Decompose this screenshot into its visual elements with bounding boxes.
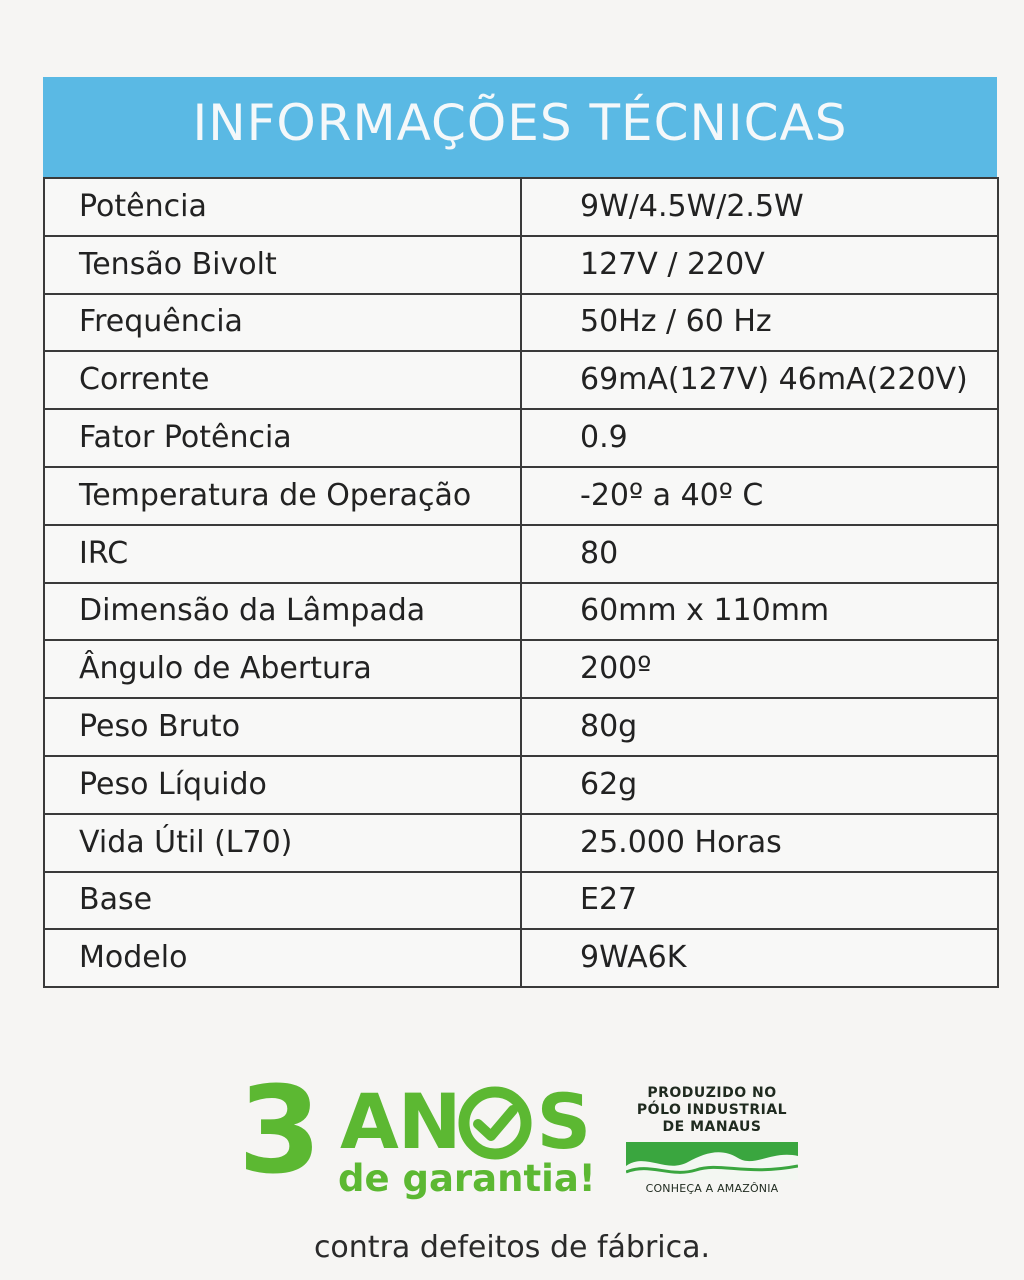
spec-value: 9WA6K <box>521 929 998 987</box>
pim-line-3: DE MANAUS <box>662 1119 762 1135</box>
spec-row <box>44 409 998 467</box>
specs-panel <box>43 77 997 988</box>
spec-row <box>44 351 998 409</box>
spec-value: -20º a 40º C <box>521 467 998 525</box>
spec-value: E27 <box>521 872 998 930</box>
spec-value: 50Hz / 60 Hz <box>521 294 998 352</box>
specs-title: INFORMAÇÕES TÉCNICAS <box>192 94 848 152</box>
spec-row <box>44 872 998 930</box>
spec-label: Peso Bruto <box>44 698 521 756</box>
spec-label: Base <box>44 872 521 930</box>
spec-row <box>44 929 998 987</box>
spec-label: Potência <box>44 178 521 236</box>
spec-row <box>44 756 998 814</box>
spec-value: 9W/4.5W/2.5W <box>521 178 998 236</box>
spec-label: Ângulo de Abertura <box>44 640 521 698</box>
warranty-word-end: S <box>536 1077 591 1166</box>
spec-value: 80 <box>521 525 998 583</box>
pim-logo <box>626 1085 798 1195</box>
spec-value: 60mm x 110mm <box>521 583 998 641</box>
spec-row <box>44 236 998 294</box>
spec-value: 69mA(127V) 46mA(220V) <box>521 351 998 409</box>
spec-label: Frequência <box>44 294 521 352</box>
warranty-badge <box>238 1062 618 1205</box>
spec-label: Tensão Bivolt <box>44 236 521 294</box>
spec-label: Peso Líquido <box>44 756 521 814</box>
spec-row <box>44 294 998 352</box>
spec-label: Corrente <box>44 351 521 409</box>
wave-icon <box>626 1142 798 1180</box>
spec-row <box>44 467 998 525</box>
pim-wave-band <box>626 1142 798 1180</box>
specs-table <box>43 177 999 988</box>
warranty-subtitle: de garantia! <box>338 1157 596 1200</box>
spec-row <box>44 525 998 583</box>
spec-value: 62g <box>521 756 998 814</box>
spec-value: 200º <box>521 640 998 698</box>
spec-value: 80g <box>521 698 998 756</box>
pim-slogan: CONHEÇA A AMAZÔNIA <box>645 1182 779 1195</box>
warranty-note: contra defeitos de fábrica. <box>313 1230 711 1265</box>
spec-label: Dimensão da Lâmpada <box>44 583 521 641</box>
specs-header <box>43 77 997 177</box>
spec-value: 0.9 <box>521 409 998 467</box>
spec-label: Vida Útil (L70) <box>44 814 521 872</box>
spec-row <box>44 640 998 698</box>
spec-row <box>44 178 998 236</box>
pim-line-2: PÓLO INDUSTRIAL <box>636 1102 788 1118</box>
spec-value: 127V / 220V <box>521 236 998 294</box>
spec-row <box>44 583 998 641</box>
spec-value: 25.000 Horas <box>521 814 998 872</box>
spec-label: Modelo <box>44 929 521 987</box>
warranty-years-number: 3 <box>238 1062 318 1201</box>
spec-label: Temperatura de Operação <box>44 467 521 525</box>
spec-row <box>44 698 998 756</box>
spec-label: Fator Potência <box>44 409 521 467</box>
spec-row <box>44 814 998 872</box>
spec-label: IRC <box>44 525 521 583</box>
pim-line-1: PRODUZIDO NO <box>647 1085 777 1101</box>
warranty-word-start: AN <box>340 1077 461 1166</box>
check-icon <box>458 1086 532 1160</box>
